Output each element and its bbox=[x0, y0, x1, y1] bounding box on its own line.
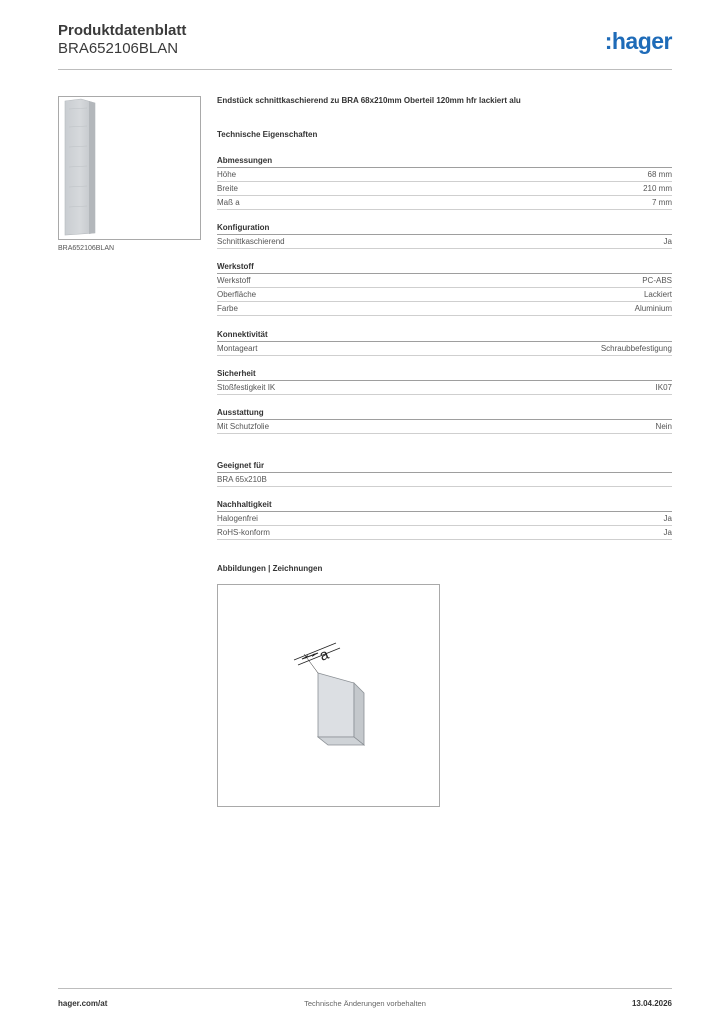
article-number: BRA652106BLAN bbox=[58, 40, 179, 57]
property-value: 210 mm bbox=[643, 184, 672, 193]
property-value: Aluminium bbox=[634, 304, 672, 313]
section-title: Konfiguration bbox=[217, 221, 672, 235]
property-row bbox=[217, 182, 672, 196]
property-label: Höhe bbox=[217, 170, 237, 179]
section-sicherheit bbox=[217, 367, 672, 395]
property-row bbox=[217, 274, 672, 288]
property-row bbox=[217, 288, 672, 302]
property-label: Mit Schutzfolie bbox=[217, 422, 270, 431]
hager-logo: :hager bbox=[604, 28, 672, 54]
property-row bbox=[217, 512, 672, 526]
property-row bbox=[217, 196, 672, 210]
property-row bbox=[217, 526, 672, 540]
property-value: IK07 bbox=[655, 383, 672, 392]
footer-date: 13.04.2026 bbox=[631, 999, 672, 1008]
property-row bbox=[217, 381, 672, 395]
page-header bbox=[58, 22, 672, 70]
section-geeignet-fuer bbox=[217, 459, 672, 487]
product-details bbox=[217, 96, 672, 537]
product-description: Endstück schnittkaschierend zu BRA 68x210mm Oberteil 120mm hfr lackiert alu bbox=[217, 96, 521, 105]
property-row bbox=[217, 168, 672, 182]
property-label: Schnittkaschierend bbox=[217, 237, 285, 246]
property-label: Maß a bbox=[217, 198, 240, 207]
dimension-drawing bbox=[218, 585, 439, 806]
section-title: Sicherheit bbox=[217, 367, 672, 381]
property-value: Schraubbefestigung bbox=[600, 344, 672, 353]
property-label: BRA 65x210B bbox=[217, 475, 267, 484]
property-value: Ja bbox=[663, 528, 672, 537]
section-nachhaltigkeit bbox=[217, 498, 672, 540]
photo-caption: BRA652106BLAN bbox=[58, 245, 115, 252]
section-title: Nachhaltigkeit bbox=[217, 498, 672, 512]
property-label: Breite bbox=[217, 184, 238, 193]
section-title: Konnektivität bbox=[217, 328, 672, 342]
property-value: Lackiert bbox=[643, 290, 672, 299]
property-label: RoHS-konform bbox=[217, 528, 270, 537]
property-label: Montageart bbox=[217, 344, 258, 353]
property-value: 68 mm bbox=[647, 170, 672, 179]
section-title: Geeignet für bbox=[217, 459, 672, 473]
document-title: Produktdatenblatt bbox=[58, 22, 187, 39]
property-label: Oberfläche bbox=[217, 290, 257, 299]
section-abmessungen bbox=[217, 154, 672, 210]
property-value: Ja bbox=[663, 514, 672, 523]
section-werkstoff bbox=[217, 260, 672, 316]
property-row bbox=[217, 420, 672, 434]
property-value: 7 mm bbox=[652, 198, 672, 207]
property-row bbox=[217, 473, 672, 487]
property-value: Ja bbox=[663, 237, 672, 246]
drawings-heading: Abbildungen | Zeichnungen bbox=[217, 564, 323, 573]
section-konnektivitaet bbox=[217, 328, 672, 356]
technical-properties-heading: Technische Eigenschaften bbox=[217, 130, 318, 139]
property-label: Stoßfestigkeit IK bbox=[217, 383, 276, 392]
section-ausstattung bbox=[217, 406, 672, 434]
footer-note: Technische Änderungen vorbehalten bbox=[304, 999, 426, 1008]
technical-drawing bbox=[217, 584, 440, 807]
property-label: Halogenfrei bbox=[217, 514, 258, 523]
section-title: Ausstattung bbox=[217, 406, 672, 420]
property-row bbox=[217, 235, 672, 249]
section-konfiguration bbox=[217, 221, 672, 249]
property-value: PC-ABS bbox=[642, 276, 672, 285]
page-footer bbox=[58, 988, 672, 1012]
section-title: Abmessungen bbox=[217, 154, 672, 168]
property-label: Farbe bbox=[217, 304, 238, 313]
section-title: Werkstoff bbox=[217, 260, 672, 274]
property-value: Nein bbox=[655, 422, 672, 431]
product-photo-image bbox=[59, 97, 200, 239]
property-row bbox=[217, 302, 672, 316]
dimension-a-label: a bbox=[317, 645, 332, 665]
footer-website[interactable]: hager.com/at bbox=[58, 999, 108, 1008]
property-label: Werkstoff bbox=[217, 276, 251, 285]
property-row bbox=[217, 342, 672, 356]
product-photo bbox=[58, 96, 201, 240]
